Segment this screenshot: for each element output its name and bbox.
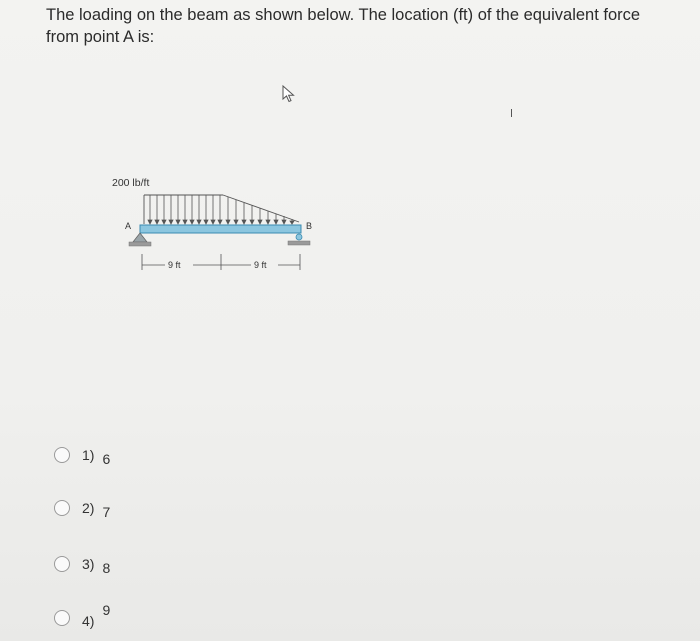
question-text: The loading on the beam as shown below. The location (ft) of the equivalent force from point A is: (46, 6, 641, 46)
point-a-label: A (125, 221, 132, 231)
answer-option-3[interactable] (54, 556, 111, 576)
roller-support-b (288, 234, 310, 245)
point-b-label: B (306, 221, 313, 231)
load-label: 200 lb/ft (112, 177, 150, 189)
beam (140, 225, 301, 233)
option-value: 8 (102, 560, 111, 576)
option-number: 2) (82, 500, 95, 516)
option-value: 7 (102, 504, 111, 520)
option-number: 1) (82, 447, 95, 463)
radio-button-1[interactable] (54, 447, 70, 463)
radio-button-2[interactable] (54, 500, 70, 516)
dim-right-label: 9 ft (254, 260, 267, 270)
option-value: 6 (102, 451, 111, 467)
answer-option-2[interactable] (54, 500, 111, 520)
radio-button-4[interactable] (54, 610, 70, 626)
radio-button-3[interactable] (54, 556, 70, 572)
dimension-line (142, 254, 300, 270)
mouse-pointer-icon (280, 84, 300, 104)
option-number: 4) (82, 613, 95, 629)
option-value: 9 (102, 602, 111, 618)
answer-option-1[interactable] (54, 447, 111, 467)
pin-support-a (129, 233, 151, 246)
stray-mark (510, 104, 513, 112)
answer-option-4[interactable] (54, 602, 111, 629)
dim-left-label: 9 ft (168, 260, 181, 270)
beam-diagram (100, 168, 330, 278)
option-number: 3) (82, 556, 95, 572)
load-arrows (148, 195, 294, 224)
